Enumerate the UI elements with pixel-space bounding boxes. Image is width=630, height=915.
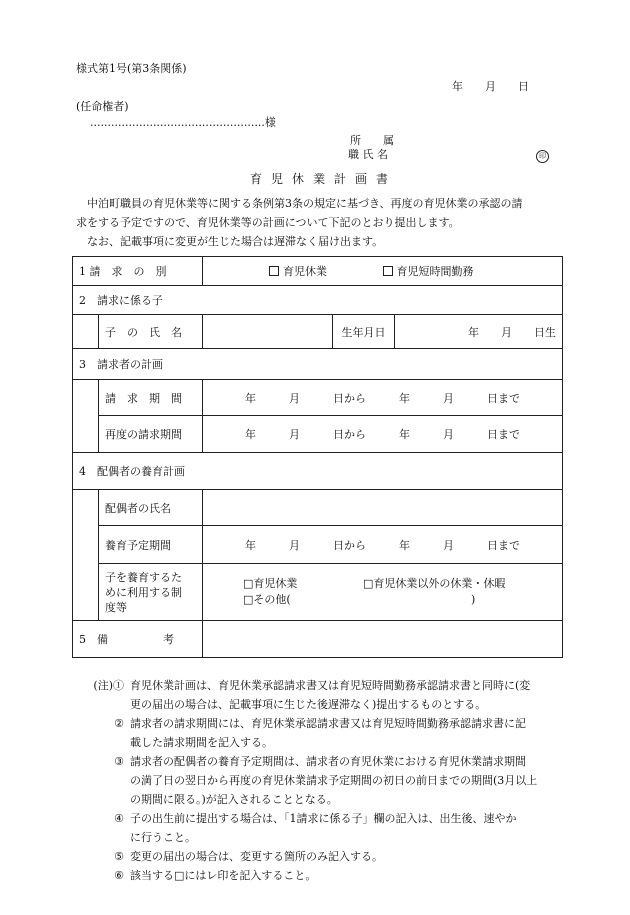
care-system-label xyxy=(99,564,203,621)
label-line: 子を養育するた xyxy=(105,570,182,584)
plan-form-table xyxy=(72,256,563,658)
sama-text: 様 xyxy=(264,116,276,129)
child-name-field[interactable] xyxy=(203,315,333,349)
table-row xyxy=(73,286,563,315)
remarks-field[interactable] xyxy=(203,621,563,658)
intro-paragraph xyxy=(76,194,556,251)
period-part: 月 xyxy=(443,428,454,441)
seal-mark xyxy=(536,148,549,163)
note-mark: ⑥ xyxy=(114,869,124,882)
table-row xyxy=(73,380,563,416)
note-line: 載した請求期間を記入する。 xyxy=(130,736,273,749)
table-row xyxy=(73,416,563,453)
period-part: 月 xyxy=(443,391,454,405)
label-text: 子 の 氏 名 xyxy=(105,325,182,339)
repeat-period-field[interactable] xyxy=(203,416,563,453)
dept-label: 所 属 xyxy=(350,134,394,147)
note-mark: ④ xyxy=(114,812,124,825)
table-row xyxy=(73,564,563,621)
table-row xyxy=(73,490,563,526)
intro-line: 求をする予定ですので、育児休業等の計画について下記のとおり提出します。 xyxy=(76,216,460,229)
note-item xyxy=(72,714,572,752)
checkbox-icon[interactable] xyxy=(383,266,393,276)
label-line: 度等 xyxy=(105,600,127,614)
dob-label: 生年月日 xyxy=(333,315,395,349)
request-type-options xyxy=(203,257,563,286)
repeat-period-label: 再度の請求期間 xyxy=(99,416,203,453)
note-line: の満了日の翌日から再度の育児休業請求予定期間の初日の前日までの期間(3月以上 xyxy=(130,774,538,787)
section-requester-plan: 3 請求者の計画 xyxy=(73,349,563,380)
indent-cell xyxy=(73,564,99,621)
option-label: 育児休業 xyxy=(283,265,327,278)
label-line: めに利用する制 xyxy=(105,585,182,599)
intro-line: 中泊町職員の育児休業等に関する条例第3条の規定に基づき、再度の育児休業の承認の請 xyxy=(76,197,523,210)
care-system-options xyxy=(203,564,563,621)
note-item xyxy=(72,866,572,885)
checkbox-icon[interactable] xyxy=(269,266,279,276)
note-line: 子の出生前に提出する場合は、「1請求に係る子」欄の記入は、出生後、速やか xyxy=(130,812,517,825)
option-short-hours[interactable] xyxy=(383,265,474,278)
name-label: 職 氏 名 xyxy=(348,148,388,161)
period-part: 日から xyxy=(333,538,366,552)
period-part: 年 xyxy=(245,428,256,441)
indent-cell xyxy=(73,526,99,564)
dotted-line: .................................................. xyxy=(90,116,265,129)
date-line: 年 月 日 xyxy=(452,80,529,93)
indent-cell xyxy=(73,490,99,526)
period-part: 月 xyxy=(289,391,300,405)
table-row xyxy=(73,257,563,286)
period-part: 年 xyxy=(245,391,256,405)
option-label: 育児短時間勤務 xyxy=(396,265,474,278)
note-line: 変更の届出の場合は、変更する箇所のみ記入する。 xyxy=(130,850,383,863)
period-part: 年 xyxy=(245,538,256,552)
remarks-label: 5 備 考 xyxy=(73,621,203,658)
section-child: 2 請求に係る子 xyxy=(73,286,563,315)
option-childcare-leave[interactable] xyxy=(269,265,327,278)
appointer-dotted-line xyxy=(90,116,276,129)
period-part: 月 xyxy=(443,538,454,552)
table-row xyxy=(73,453,563,490)
period-part: 月 xyxy=(289,538,300,552)
period-part: 日まで xyxy=(487,428,520,441)
child-name-label xyxy=(99,315,203,349)
note-item xyxy=(72,752,572,809)
spouse-name-field[interactable] xyxy=(203,490,563,526)
note-mark: ⑤ xyxy=(114,850,124,863)
care-period-field[interactable] xyxy=(203,526,563,564)
note-line: 該当する□にはレ印を記入すること。 xyxy=(130,869,317,882)
period-part: 日まで xyxy=(487,538,520,552)
appointer-label: (任命権者) xyxy=(76,100,129,113)
period-part: 日まで xyxy=(487,391,520,405)
table-row xyxy=(73,621,563,658)
section-spouse-plan: 4 配偶者の養育計画 xyxy=(73,453,563,490)
form-number: 様式第1号(第3条関係) xyxy=(76,62,187,75)
note-line: に行うこと。 xyxy=(130,831,196,844)
indent-cell xyxy=(73,416,99,453)
seal-icon: 印 xyxy=(536,150,549,163)
document-title: 育児休業計画書 xyxy=(250,172,398,186)
indent-cell xyxy=(73,315,99,349)
option-childcare-leave[interactable]: □育児休業 xyxy=(243,577,298,590)
request-period-label: 請 求 期 間 xyxy=(99,380,203,416)
note-line: 請求者の請求期間には、育児休業承認請求書又は育児短時間勤務承認請求書に記 xyxy=(130,717,526,730)
note-mark: ③ xyxy=(114,755,124,768)
period-part: 年 xyxy=(399,538,410,552)
care-period-label: 養育予定期間 xyxy=(99,526,203,564)
period-part: 日から xyxy=(333,391,366,405)
note-mark: (注)① xyxy=(93,679,124,692)
period-part: 月 xyxy=(289,428,300,441)
request-period-field[interactable] xyxy=(203,380,563,416)
note-line: 更の届出の場合は、記載事項に生じた後遅滞なく)提出するものとする。 xyxy=(130,698,487,711)
table-row xyxy=(73,526,563,564)
intro-line: なお、記載事項に変更が生じた場合は遅滞なく届け出ます。 xyxy=(76,235,384,248)
option-other-close: ) xyxy=(471,593,476,606)
option-other[interactable]: □その他( xyxy=(243,593,291,606)
table-row xyxy=(73,349,563,380)
option-other-leave[interactable]: □育児休業以外の休業・休暇 xyxy=(363,577,506,590)
indent-cell xyxy=(73,380,99,416)
notes-section xyxy=(72,676,572,885)
period-part: 年 xyxy=(399,391,410,405)
note-line: の期間に限る。)が記入されることとなる。 xyxy=(130,793,338,806)
note-line: 請求者の配偶者の養育予定期間は、請求者の育児休業における育児休業請求期間 xyxy=(130,755,526,768)
note-mark: ② xyxy=(114,717,124,730)
period-part: 年 xyxy=(399,428,410,441)
request-type-label: 1 請 求 の 別 xyxy=(73,257,203,286)
note-item xyxy=(72,809,572,847)
dob-field[interactable]: 年 月 日生 xyxy=(395,315,563,349)
note-item xyxy=(72,676,572,714)
table-row xyxy=(73,315,563,349)
note-line: 育児休業計画は、育児休業承認請求書又は育児短時間勤務承認請求書と同時に(変 xyxy=(130,679,531,692)
note-item xyxy=(72,847,572,866)
spouse-name-label: 配偶者の氏名 xyxy=(99,490,203,526)
period-part: 日から xyxy=(333,428,366,441)
